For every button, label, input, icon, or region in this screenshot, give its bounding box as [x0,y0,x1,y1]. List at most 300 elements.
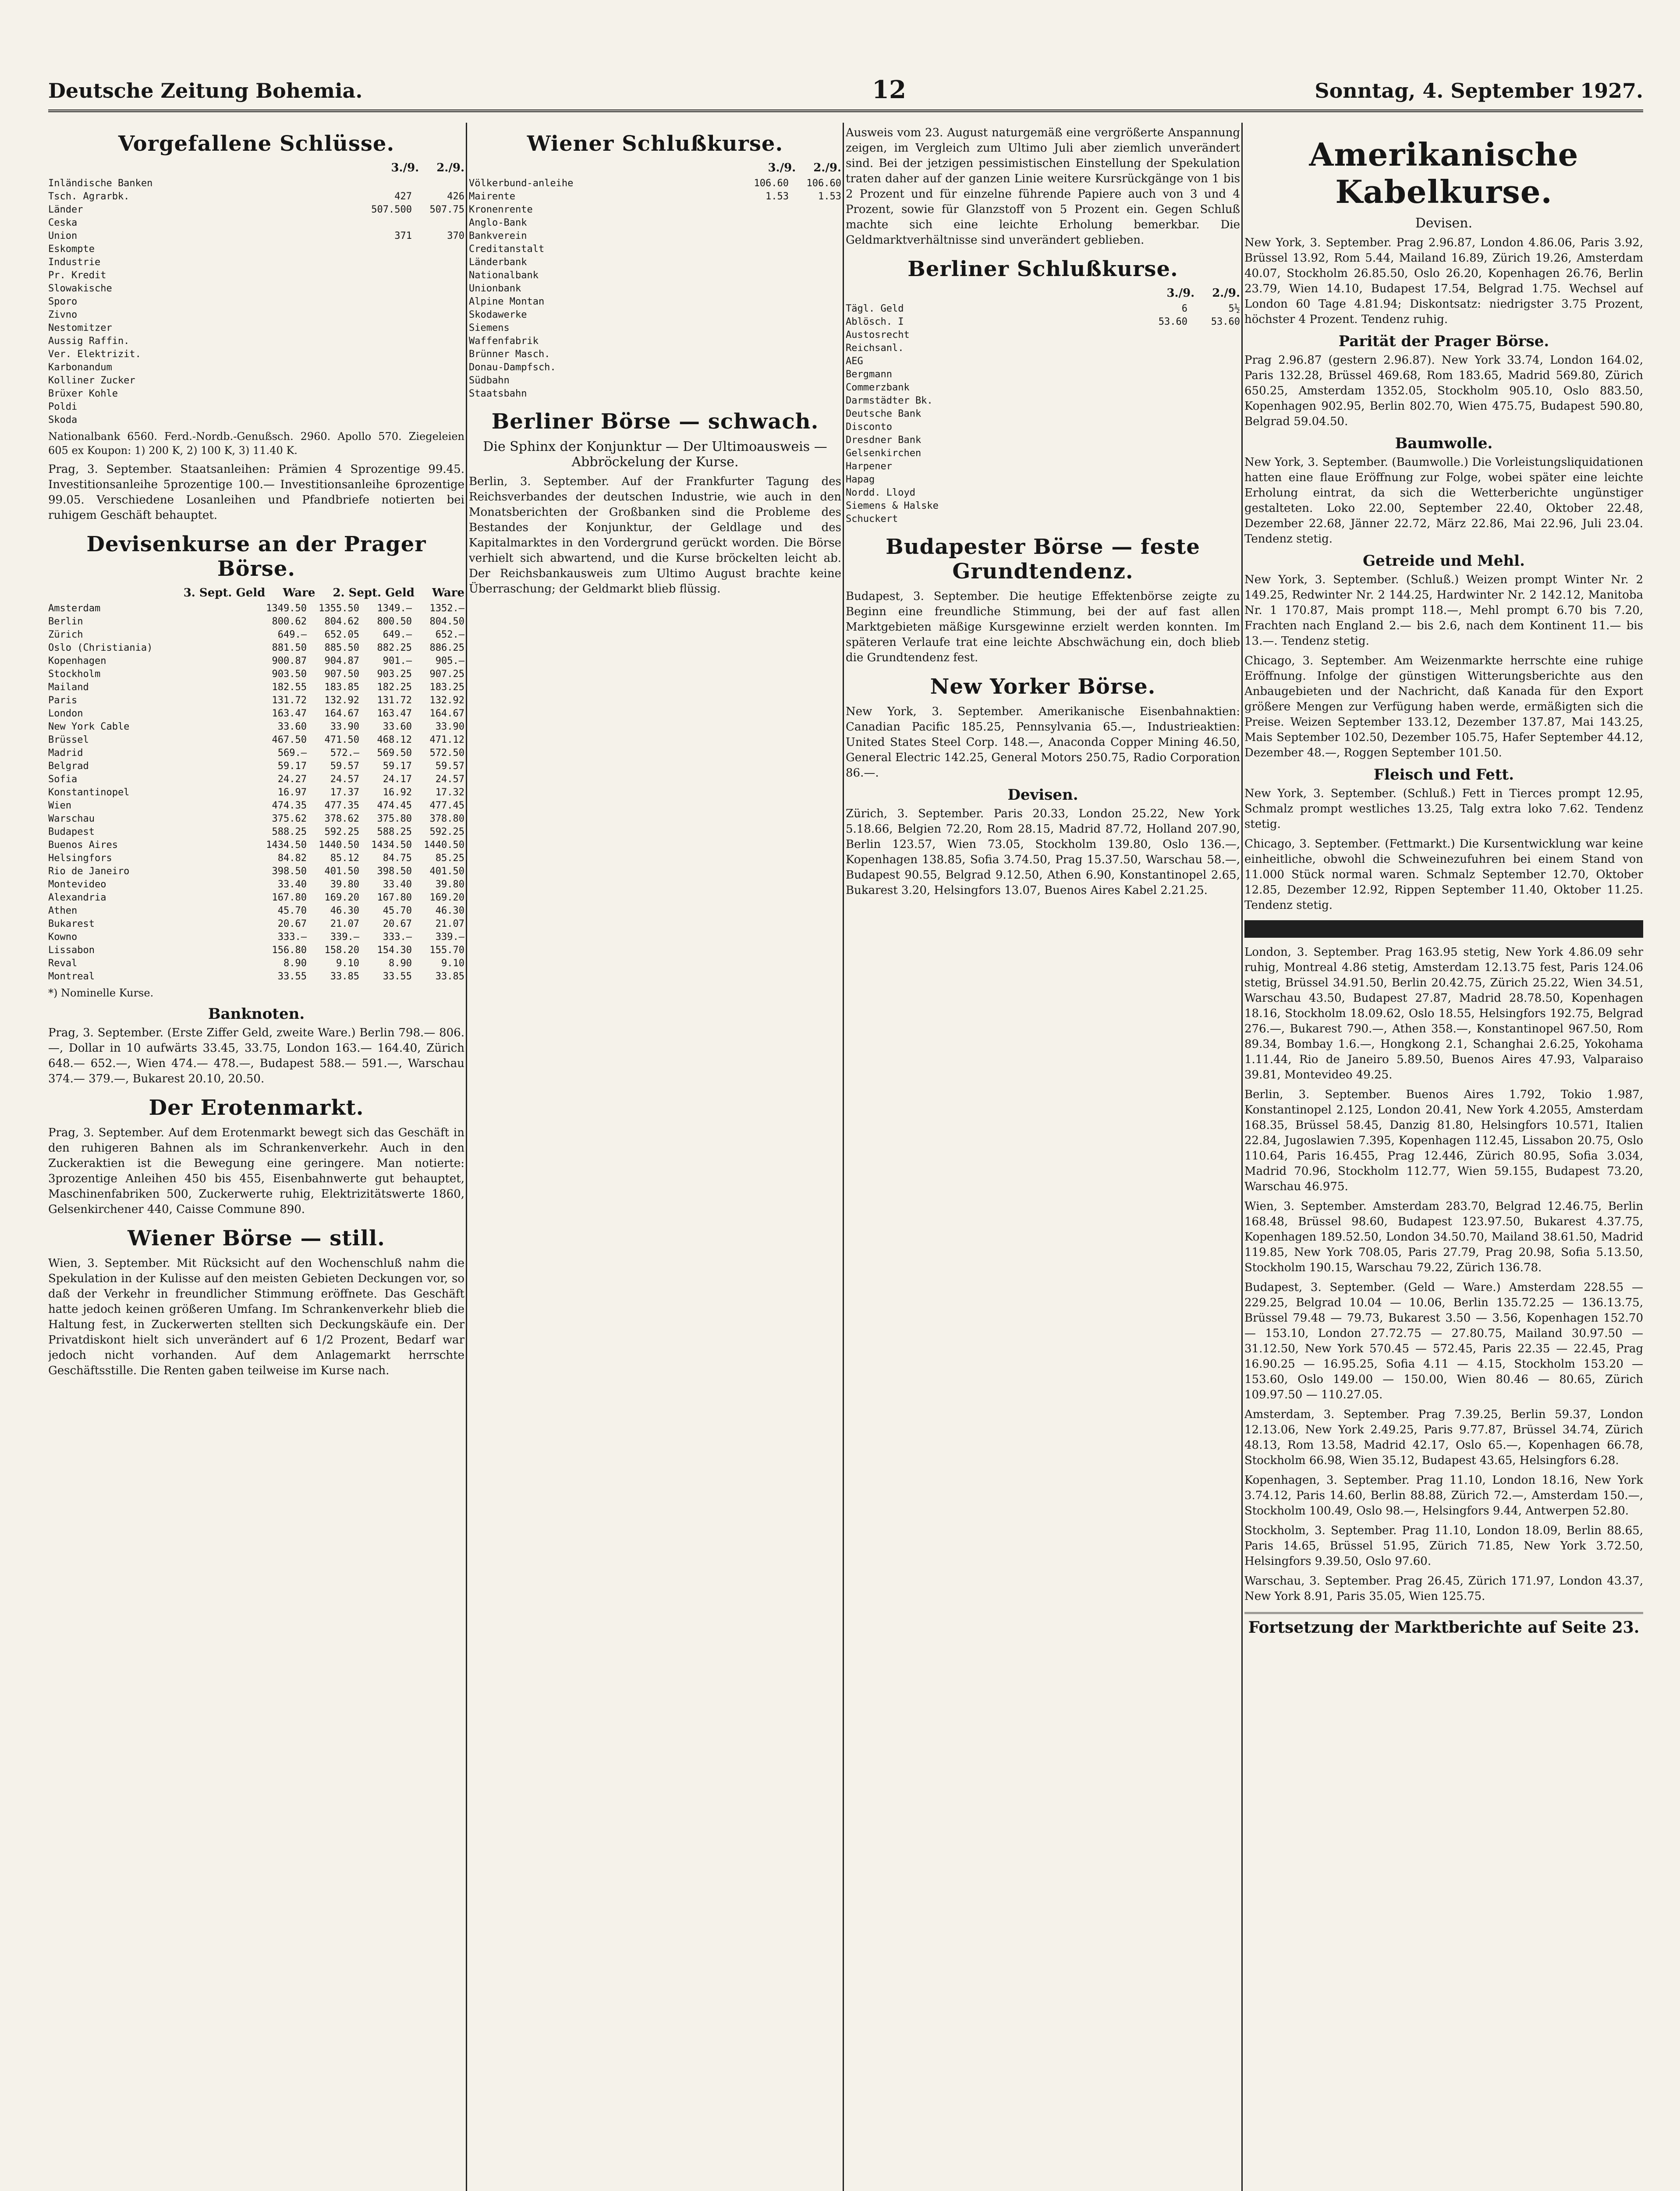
row-value [412,374,464,387]
row-label: Bukarest [48,918,95,929]
table-row [48,970,464,983]
advertisement-band [1244,920,1643,938]
table-row [846,434,1240,447]
row-label: Slowakische [48,283,112,294]
row-value [359,282,412,295]
row-value: 24.57 [330,774,359,785]
row-label: Konstantinopel [48,787,130,798]
row-value [789,387,841,401]
table-row [48,747,464,760]
row-value: 182.55 [272,682,307,693]
table-row [48,681,464,694]
row-value: 169.20 [324,892,359,903]
table-row [469,295,841,308]
row-value: 16.92 [383,787,412,798]
getreide-text: New York, 3. September. (Schluß.) Weizen prompt Winter Nr. 2 149.25, Redwinter Nr. 2 144.25, Hardwinter Nr. 2 142.12, Manitoba Nr. 1 170.87, Mais prompt 118.—, Mehl prompt 6.70 bis 7.20, Frachten nach England 2.— bis 2.6, nach dem Kontinent 11.— bis 13.—. Tendenz stetig. [1244,573,1643,648]
table-row [48,203,464,216]
prague-note: Nationalbank 6560. Ferd.-Nordb.-Genußsch. 2960. Apollo 570. Ziegeleien 605 ex Koupon: 1) 200 K, 2) 100 K, 3) 11.40 K. [48,430,464,457]
table-row [846,486,1240,500]
row-label: Inländische Banken [48,178,153,189]
row-label: Wien [48,800,71,811]
row-value: 904.87 [324,656,359,667]
row-value: 158.20 [324,945,359,956]
row-value: 131.72 [377,695,412,706]
row-value: 33.55 [383,971,412,982]
row-label: Darmstädter Bk. [846,395,933,406]
row-value: 907.25 [429,669,464,680]
row-value [1187,355,1240,368]
column-2 [469,123,841,2191]
row-value [1187,486,1240,500]
wiener-table [469,177,841,401]
row-value [412,256,464,269]
row-value: 46.30 [435,905,464,916]
row-value: 339.— [330,932,359,943]
row-value: 907.50 [324,669,359,680]
row-label: Sofia [48,774,78,785]
row-label: Brünner Masch. [469,349,550,360]
table-row [48,602,464,615]
kabelkurse-sub: Devisen. [1415,216,1473,231]
table-row [48,878,464,891]
table-row [48,295,464,308]
row-value [359,401,412,414]
table-row [48,256,464,269]
wiener-stille-text: Wien, 3. September. Mit Rücksicht auf den Wochenschluß nahm die Spekulation in der Kulisse auf den meisten Gebieten Deckungen vor, so daß der Verkehr in freundlicher Stimmung eröffnete. Das Geschäft hatte jedoch keinen größeren Umfang. Im Schrankenverkehr blieb die Haltung fest, in Zuckerwerten stellten sich Deckungskäufe ein. Der Privatdiskont hielt sich unverändert auf 6 1/2 Prozent, Bedarf war jedoch nicht vorhanden. Auf dem Anlagemarkt herrschte Geschäftsstille. Die Renten gaben teilweise im Kurse nach. [48,1257,464,1377]
row-value [359,295,412,308]
row-value [736,361,789,374]
devisen-berlin-title: Devisen. [1007,786,1078,804]
row-label: Nestomitzer [48,323,112,333]
row-value: 46.30 [330,905,359,916]
row-value [789,322,841,335]
table-row [846,329,1240,342]
row-label: Deutsche Bank [846,408,922,419]
row-label: Bergmann [846,369,892,380]
row-value [736,348,789,361]
budapester-title: Budapester Börse — feste Grundtendenz. [886,535,1200,584]
table-row [469,361,841,374]
column-3 [846,123,1240,2191]
row-value: 183.85 [324,682,359,693]
row-value: 167.80 [272,892,307,903]
row-label: Aussig Raffin. [48,336,130,347]
row-value [1135,394,1187,408]
row-value: 154.30 [377,945,412,956]
getreide-title: Getreide und Mehl. [1363,552,1525,570]
devisen-table [48,602,464,983]
row-label: Ver. Elektrizit. [48,349,141,360]
row-value [789,269,841,282]
row-value [736,203,789,216]
row-value [359,269,412,282]
row-value: 33.90 [330,721,359,732]
row-value [359,387,412,401]
row-value: 471.12 [429,734,464,745]
banknoten-title: Banknoten. [208,1005,305,1023]
row-value: 474.35 [272,800,307,811]
table-row [846,513,1240,526]
row-label: Schuckert [846,514,898,525]
row-value: 21.07 [435,918,464,929]
table-row [48,414,464,427]
row-value [789,230,841,243]
row-value: 1349.50 [266,603,307,614]
table-row [48,348,464,361]
row-value: 6 [1181,303,1187,314]
row-label: Alpine Montan [469,296,545,307]
table-row [48,799,464,812]
row-value [1187,329,1240,342]
prague-col-heads: 3./9. 2./9. [391,161,464,174]
berliner-table [846,302,1240,526]
kabelkurse-title: Amerikanische Kabelkurse. [1309,136,1579,210]
row-label: Harpener [846,461,892,472]
row-value: 33.55 [277,971,307,982]
table-row [48,335,464,348]
row-value: 569.50 [377,748,412,759]
paper-title: Deutsche Zeitung Bohemia. [48,79,363,103]
fleisch-text: New York, 3. September. (Schluß.) Fett in Tierces prompt 12.95, Schmalz prompt westliches 13.25, Talg extra loko 7.62. Tendenz stetig. [1244,787,1643,831]
table-row [469,387,841,401]
row-value: 1434.50 [266,840,307,851]
row-label: Südbahn [469,375,510,386]
row-value: 592.25 [324,826,359,837]
row-value [736,322,789,335]
row-value: 33.60 [277,721,307,732]
row-value [412,414,464,427]
row-label: Reval [48,958,78,969]
row-value [1135,473,1187,486]
row-value: 84.75 [383,853,412,864]
row-value [412,269,464,282]
row-label: Ceska [48,217,78,228]
table-row [48,190,464,203]
row-value [736,243,789,256]
row-label: Dresdner Bank [846,435,922,446]
row-label: Siemens & Halske [846,500,939,511]
row-value [359,348,412,361]
row-value: 33.85 [435,971,464,982]
newyorker-text: New York, 3. September. Amerikanische Eisenbahnaktien: Canadian Pacific 185.25, Pennsylvania 65.—, Industrieaktien: United States Steel Corp. 148.—, Anaconda Copper Mining 46.50, General Electric 142.25, General Motors 250.75, Radio Corporation 86.—. [846,705,1240,780]
row-value: 33.85 [330,971,359,982]
row-value [736,216,789,230]
continuation-note: Fortsetzung der Marktberichte auf Seite 23. [1244,1612,1643,1637]
row-value: 24.57 [435,774,464,785]
row-value: 474.45 [377,800,412,811]
berlin-devisen-text: Berlin, 3. September. Buenos Aires 1.792, Tokio 1.987, Konstantinopel 2.125, London 20.41, New York 4.2055, Amsterdam 168.35, Brüssel 58.45, Danzig 81.80, Helsingfors 10.571, Italien 22.84, Jugoslawien 7.395, Kopenhagen 112.45, Lissabon 20.75, Oslo 110.64, Paris 16.455, Prag 12.446, Zürich 80.95, Sofia 3.034, Madrid 70.96, Stockholm 112.77, Wien 59.155, Budapest 73.20, Warschau 46.975. [1244,1088,1643,1193]
row-value [736,308,789,322]
row-value: 471.50 [324,734,359,745]
row-label: Länderbank [469,257,527,268]
row-value: 20.67 [277,918,307,929]
table-row [48,655,464,668]
row-value: 53.60 [1211,316,1240,327]
row-value [412,322,464,335]
row-value [412,348,464,361]
table-row [469,335,841,348]
row-value [1187,447,1240,460]
row-value: 1.53 [766,191,789,202]
row-value [789,243,841,256]
row-label: Reichsanl. [846,343,904,354]
row-value [412,295,464,308]
row-value: 155.70 [429,945,464,956]
row-value: 1434.50 [371,840,412,851]
row-value [1135,500,1187,513]
table-row [469,256,841,269]
row-label: Rio de Janeiro [48,866,130,877]
devisen-berlin-text: Zürich, 3. September. Paris 20.33, London 25.22, New York 5.18.66, Belgien 72.20, Rom 28.15, Madrid 87.72, Holland 207.90, Berlin 123.57, Wien 73.05, Stockholm 139.80, Oslo 136.—, Kopenhagen 138.85, Sofia 3.74.50, Prag 15.37.50, Warschau 58.—, Budapest 90.55, Belgrad 9.12.50, Athen 6.90, Konstantinopel 2.65, Bukarest 3.20, Helsingfors 13.07, Buenos Aires Kabel 2.21.25. [846,807,1240,897]
row-value: 426 [447,191,464,202]
row-label: Anglo-Bank [469,217,527,228]
berliner-schluss-title: Berliner Schlußkurse. [907,257,1178,281]
row-value [1187,473,1240,486]
berliner-col-heads: 3./9. 2./9. [1166,287,1240,300]
issue-date: Sonntag, 4. September 1927. [1315,79,1643,103]
newyorker-title: New Yorker Börse. [930,674,1156,699]
row-value [359,177,412,190]
table-row [48,720,464,734]
page-header [48,70,1643,112]
row-label: Sporo [48,296,78,307]
row-value: 375.80 [377,813,412,824]
wiener-col-heads: 3./9. 2./9. [768,161,841,174]
table-row [469,203,841,216]
row-value [1187,394,1240,408]
table-row [846,302,1240,316]
prague-table [48,177,464,427]
row-value [789,308,841,322]
row-value [736,374,789,387]
devisen-title: Devisenkurse an der Prager Börse. [86,532,426,581]
table-row [846,368,1240,381]
table-row [48,891,464,904]
table-row [846,394,1240,408]
table-row [48,812,464,826]
row-label: Berlin [48,616,83,627]
erotenmarkt-title: Der Erotenmarkt. [149,1096,364,1120]
row-label: Montreal [48,971,95,982]
warschau-text: Warschau, 3. September. Prag 26.45, Zürich 171.97, London 43.37, New York 8.91, Paris 35.05, Wien 125.75. [1244,1574,1643,1603]
row-value [736,295,789,308]
row-label: Warschau [48,813,95,824]
row-value [1135,342,1187,355]
wiener-schluss-title: Wiener Schlußkurse. [527,131,783,156]
row-value: 649.— [277,629,307,640]
row-label: Mairente [469,191,515,202]
row-value: 1352.— [429,603,464,614]
row-value: 24.27 [277,774,307,785]
row-value: 569.— [277,748,307,759]
berliner-boerse-subtitle: Die Sphinx der Konjunktur — Der Ultimoausweis — Abbröckelung der Kurse. [483,439,827,470]
row-value: 885.50 [324,642,359,653]
table-row [846,500,1240,513]
row-value [789,361,841,374]
berliner-boerse-title: Berliner Börse — schwach. [491,409,819,434]
table-row [48,269,464,282]
row-value [789,216,841,230]
table-row [469,374,841,387]
table-row [48,387,464,401]
row-value: 1.53 [818,191,841,202]
row-label: Oslo (Christiania) [48,642,153,653]
row-value: 59.57 [435,761,464,772]
row-value [359,243,412,256]
row-value: 106.60 [806,178,841,189]
paritaet-text: Prag 2.96.87 (gestern 2.96.87). New York 33.74, London 164.02, Paris 132.28, Brüssel 469.68, Rom 183.65, Madrid 569.80, Zürich 650.25, Amsterdam 1352.05, Stockholm 905.10, Oslo 883.50, Kopenhagen 902.95, Berlin 802.70, Wien 475.75, Budapest 590.80, Belgrad 59.04.50. [1244,354,1643,428]
table-row [48,308,464,322]
table-row [48,904,464,918]
row-label: Commerzbank [846,382,910,393]
row-value [736,230,789,243]
row-value: 881.50 [272,642,307,653]
row-value: 652.— [435,629,464,640]
row-value [789,256,841,269]
row-value: 106.60 [754,178,789,189]
row-value: 467.50 [272,734,307,745]
row-value [412,282,464,295]
row-label: Hapag [846,474,875,485]
row-value: 132.92 [324,695,359,706]
row-value: 53.60 [1158,316,1187,327]
row-value [359,322,412,335]
banknoten-text: Prag, 3. September. (Erste Ziffer Geld, zweite Ware.) Berlin 798.— 806.—, Dollar in 10 aufwärts 33.45, 33.75, London 163.— 164.40, Zürich 648.— 652.—, Wien 474.— 478.—, Budapest 588.— 591.—, Warschau 374.— 379.—, Bukarest 20.10, 20.50. [48,1026,464,1085]
row-value [359,414,412,427]
row-value: 163.47 [272,708,307,719]
table-row [48,177,464,190]
row-value [1187,381,1240,394]
row-label: London [48,708,83,719]
row-value [1187,421,1240,434]
amsterdam-devisen-text: Amsterdam, 3. September. Prag 7.39.25, Berlin 59.37, London 12.13.06, New York 2.49.25, Paris 9.77.87, Brüssel 34.74, Zürich 48.13, Rom 13.58, Madrid 42.17, Oslo 65.—, Kopenhagen 66.78, Stockholm 66.98, Wien 35.12, Budapest 43.65, Helsingfors 6.28. [1244,1408,1643,1467]
table-row [48,216,464,230]
row-value: 183.25 [429,682,464,693]
row-value [789,348,841,361]
table-row [846,408,1240,421]
row-value: 427 [394,191,412,202]
amsterdam-note-text: Ausweis vom 23. August naturgemäß eine vergrößerte Anspannung zeigen, im Vergleich zum Ultimo Juli aber ziemlich unverändert sind. Bei der jetzigen pessimistischen Einstellung der Spekulation traten daher auf der ganzen Linie weitere Kursrückgänge von 1 bis 2 Prozent und für einzelne führende Papiere auch von 3 und 4 Prozent, sowie für Glanzstoff von 5 Prozent ein. Gegen Schluß machte sich eine leichte Erholung bemerkbar. Die Geldmarktverhältnisse sind unverändert geblieben. [846,126,1240,247]
table-row [846,381,1240,394]
row-value: 131.72 [272,695,307,706]
table-row [48,760,464,773]
table-row [48,642,464,655]
row-value: 375.62 [272,813,307,824]
row-label: Mailand [48,682,89,693]
row-label: Disconto [846,422,892,433]
table-row [846,421,1240,434]
row-label: Austosrecht [846,330,910,340]
row-value: 59.17 [277,761,307,772]
row-value: 592.25 [429,826,464,837]
row-value [359,335,412,348]
row-value: 167.80 [377,892,412,903]
row-value: 45.70 [277,905,307,916]
row-label: Karbonandum [48,362,112,373]
row-value: 333.— [383,932,412,943]
row-value: 59.57 [330,761,359,772]
row-value: 1355.50 [319,603,359,614]
row-value: 804.50 [429,616,464,627]
row-value: 17.37 [330,787,359,798]
prague-title: Vorgefallene Schlüsse. [118,131,395,156]
row-value: 378.62 [324,813,359,824]
table-row [469,230,841,243]
paritaet-title: Parität der Prager Börse. [1338,333,1549,350]
table-row [469,177,841,190]
row-label: Kowno [48,932,78,943]
chicago-fett-text: Chicago, 3. September. (Fettmarkt.) Die Kursentwicklung war keine einheitliche, obwohl die Schweinezufuhren bei einem Stand von 11.000 Stück normal waren. Schmalz September 12.70, Oktober 12.85, Dezember 12.92, Rippen September 11.40, Oktober 11.25. Tendenz stetig. [1244,837,1643,912]
row-value: 649.— [383,629,412,640]
row-value: 45.70 [383,905,412,916]
row-value: 401.50 [429,866,464,877]
row-value [1135,513,1187,526]
table-row [48,374,464,387]
row-label: Madrid [48,748,83,759]
row-label: Unionbank [469,283,521,294]
row-value [412,387,464,401]
table-row [469,308,841,322]
row-value [1135,329,1187,342]
row-value: 9.10 [441,958,464,969]
row-label: Tägl. Geld [846,303,904,314]
row-value: 8.90 [389,958,412,969]
page-number: 12 [872,75,906,104]
kabelkurse-text: New York, 3. September. Prag 2.96.87, London 4.86.06, Paris 3.92, Brüssel 13.92, Rom 5.44, Mailand 16.89, Zürich 19.26, Amsterdam 40.07, Stockholm 26.85.50, Oslo 26.20, Kopenhagen 26.76, Berlin 23.79, Wien 14.10, Budapest 17.54, Belgrad 1.75. Wechsel auf London 60 Tage 4.81.94; Diskontsatz: niedrigster 3.75 Prozent, höchster 4 Prozent. Tendenz ruhig. [1244,236,1643,326]
row-label: Nationalbank [469,270,539,281]
row-label: Bankverein [469,230,527,241]
table-row [48,839,464,852]
row-value: 588.25 [272,826,307,837]
row-value: 652.05 [324,629,359,640]
wiener-stille-title: Wiener Börse — still. [128,1226,385,1251]
table-row [48,694,464,707]
row-value [1135,355,1187,368]
row-label: Ablösch. I [846,316,904,327]
row-value [359,256,412,269]
row-label: Amsterdam [48,603,101,614]
table-row [469,216,841,230]
row-label: Union [48,230,78,241]
row-label: Belgrad [48,761,89,772]
table-row [48,931,464,944]
row-value: 339.— [435,932,464,943]
row-value: 33.60 [383,721,412,732]
row-value: 1440.50 [319,840,359,851]
row-label: Gelsenkirchen [846,448,922,459]
row-label: Kolliner Zucker [48,375,135,386]
row-label: Kopenhagen [48,656,106,667]
row-label: Brüxer Kohle [48,388,118,399]
row-value [1187,513,1240,526]
budapest-devisen-text: Budapest, 3. September. (Geld — Ware.) Amsterdam 228.55 — 229.25, Belgrad 10.04 — 10.06, Berlin 135.72.25 — 136.13.75, Brüssel 79.48 — 79.73, Bukarest 3.50 — 3.56, Kopenhagen 152.70 — 153.10, London 27.72.75 — 27.80.75, Mailand 30.97.50 — 31.12.50, New York 570.45 — 572.45, Paris 22.35 — 22.45, Prag 16.90.25 — 16.95.25, Sofia 4.11 — 4.15, Stockholm 153.20 — 153.60, Oslo 149.00 — 150.00, Wien 80.46 — 80.65, Zürich 109.97.50 — 110.27.05. [1244,1281,1643,1401]
row-label: Helsingfors [48,853,112,864]
table-row [48,243,464,256]
table-row [846,473,1240,486]
row-value: 33.40 [277,879,307,890]
table-row [48,668,464,681]
table-row [48,918,464,931]
staatsanleihen-text: Prag, 3. September. Staatsanleihen: Prämien 4 Sprozentige 99.45. Investitionsanleihe 5prozentige 100.— Investitionsanleihe 6prozentige 99.05. Verschiedene Losanleihen und Pfandbriefe notierten bei ruhigem Geschäft behauptet. [48,463,464,522]
baumwolle-text: New York, 3. September. (Baumwolle.) Die Vorleistungsliquidationen hatten eine flaue Eröffnung zur Folge, wobei später eine leichte Erholung eintrat, da sich die Wetterberichte ungünstiger gestalteten. Loko 22.00, September 22.40, Oktober 22.48, Dezember 22.68, Jänner 22.72, März 22.86, Mai 22.96, Juli 23.04. Tendenz stetig. [1244,456,1643,546]
row-value [1135,447,1187,460]
row-value: 9.10 [336,958,359,969]
row-label: Zürich [48,629,83,640]
row-label: Lissabon [48,945,95,956]
column-rule [466,123,467,2191]
row-value: 800.62 [272,616,307,627]
row-value [1135,408,1187,421]
